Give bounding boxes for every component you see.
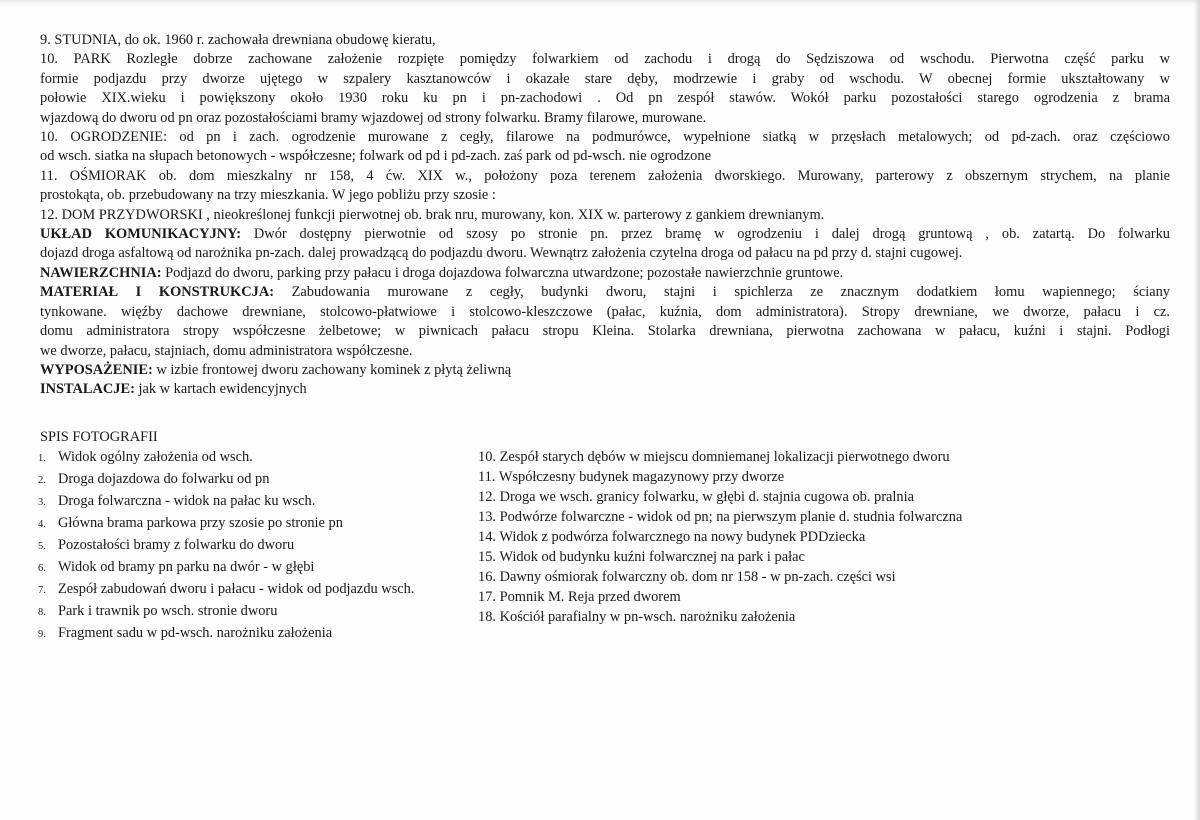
item-number: 16. xyxy=(478,569,496,585)
text-line: 10. PARK Rozległe dobrze zachowane założenie rozpięte pomiędzy folwarkiem od zachodu i drogą do Sędziszowa od wschodu. Pierwotna część parku w xyxy=(40,51,1170,68)
item-text: Widok z podwórza folwarcznego na nowy budynek PDDziecka xyxy=(499,529,866,545)
item-number: 2. xyxy=(38,475,46,486)
item-number: 10. xyxy=(478,449,496,465)
text-line: we dworze, pałacu, stajniach, domu administratora współczesne. xyxy=(40,342,413,359)
text-fragment: Podjazd do dworu, parking przy pałacu i droga dojazdowa folwarczna utwardzone; pozostałe nawierzchnie gruntowe. xyxy=(161,264,844,281)
item-text: Fragment sadu w pd-wsch. narożniku założenia xyxy=(58,625,333,641)
item-number: 13. xyxy=(478,509,496,525)
text-line xyxy=(40,264,1170,283)
document-body xyxy=(40,31,1170,400)
item-text: Droga dojazdowa do folwarku od pn xyxy=(58,471,270,487)
text-line: prostokąta, ob. przebudowany na trzy mieszkania. W jego pobliżu przy szosie : xyxy=(40,187,496,204)
item-number: 3. xyxy=(38,497,46,508)
item-number: 11. xyxy=(478,469,496,485)
section-ogrodzenie xyxy=(40,128,1170,167)
text-line: dojazd droga asfaltową od narożnika pn-zach. dalej prowadzącą do podjazdu dworu. Wewnątrz założenia czytelna droga od pałacu na pd przy d. stajni cugowej. xyxy=(40,245,963,262)
section-heading: NAWIERZCHNIA: xyxy=(40,264,162,281)
item-text: Pomnik M. Reja przed dworem xyxy=(499,589,681,605)
text-line: 9. STUDNIA, do ok. 1960 r. zachowała drewniana obudowę kieratu, xyxy=(40,32,436,48)
section-osmiorak xyxy=(40,167,1170,206)
item-text: Podwórze folwarczne - widok od pn; na pierwszym planie d. studnia folwarczna xyxy=(499,509,963,525)
list-item xyxy=(38,447,478,469)
text-line xyxy=(40,283,1170,302)
item-text: Współczesny budynek magazynowy przy dworze xyxy=(498,469,785,485)
section-park xyxy=(40,50,1170,128)
list-item xyxy=(478,507,1158,527)
list-item xyxy=(478,527,1158,547)
list-item xyxy=(38,579,478,601)
text-line: domu administratora stropy współczesne żelbetowe; w piwnicach pałacu stropu Kleina. Stolarka drewniana, pierwotna zachowana w pałacu, kuźni i stajni. Podłogi xyxy=(40,323,1170,340)
text-line: formie podjazdu przy dworze ujętego w szpalery kasztanowców i okazałe stare dęby, modrzewie i graby od wschodu. W obecnej formie ukształtowany w xyxy=(40,70,1170,87)
item-number: 5. xyxy=(38,541,46,552)
list-item xyxy=(478,567,1158,587)
item-number: 12. xyxy=(478,489,496,505)
item-number: 6. xyxy=(38,563,46,574)
item-text: Kościół parafialny w pn-wsch. narożniku założenia xyxy=(499,609,796,625)
section-uklad-komunikacyjny xyxy=(40,225,1170,264)
item-text: Zespół starych dębów w miejscu domniemanej lokalizacji pierwotnego dworu xyxy=(499,449,950,465)
scan-edge xyxy=(1194,0,1200,820)
list-item xyxy=(478,587,1158,607)
section-dom-przydworski xyxy=(40,206,1170,225)
text-line: 10. OGRODZENIE: od pn i zach. ogrodzenie murowane z cegły, filarowe na podmurówce, wypełnione siatką w przęsłach metalowych; od pd-zach. oraz częściowo xyxy=(40,129,1170,146)
list-item xyxy=(478,467,1158,487)
section-studnia xyxy=(40,31,1170,50)
list-item xyxy=(478,607,1158,627)
text-fragment: Dwór dostępny pierwotnie od szosy po stronie pn. przez bramę w ogrodzeniu i dalej drogą gruntową , ob. zatartą. Do folwarku xyxy=(241,226,1170,243)
list-item xyxy=(38,557,478,579)
section-nawierzchnia xyxy=(40,264,1170,283)
item-text: Park i trawnik po wsch. stronie dworu xyxy=(58,603,278,619)
text-line: od wsch. siatka na słupach betonowych - współczesne; folwark od pd i pd-zach. zaś park od pd-wsch. nie ogrodzone xyxy=(40,148,711,165)
photo-list-left xyxy=(38,447,478,645)
list-item xyxy=(38,513,478,535)
list-item xyxy=(38,535,478,557)
item-text: Zespół zabudowań dworu i pałacu - widok od podjazdu wsch. xyxy=(58,581,415,597)
list-item xyxy=(38,469,478,491)
list-item xyxy=(38,601,478,623)
text-line: tynkowane. więźby dachowe drewniane, stolcowo-płatwiowe i stolcowo-kleszczowe (pałac, kuźnia, dom administratora). Stropy drewniane, we dworze, pałacu i cz. xyxy=(40,303,1170,320)
list-item xyxy=(478,447,1158,467)
item-text: Widok ogólny założenia od wsch. xyxy=(58,449,253,465)
item-text: Widok od bramy pn parku na dwór - w głębi xyxy=(58,559,315,575)
section-material-konstrukcja xyxy=(40,283,1170,361)
item-number: 14. xyxy=(478,529,496,545)
section-heading: WYPOSAŻENIE: xyxy=(40,361,153,378)
item-text: Droga we wsch. granicy folwarku, w głębi d. stajnia cugowa ob. pralnia xyxy=(499,489,915,505)
photo-list-title: SPIS FOTOGRAFII xyxy=(40,429,158,445)
list-item xyxy=(478,487,1158,507)
text-fragment: w izbie frontowej dworu zachowany kominek z płytą żeliwną xyxy=(152,361,512,378)
item-text: Droga folwarczna - widok na pałac ku wsch. xyxy=(58,493,316,509)
item-text: Widok od budynku kuźni folwarcznej na park i pałac xyxy=(499,549,805,565)
item-text: Pozostałości bramy z folwarku do dworu xyxy=(58,537,295,553)
list-item xyxy=(38,623,478,645)
list-item xyxy=(38,491,478,513)
item-number: 8. xyxy=(38,607,46,618)
text-line xyxy=(40,225,1170,244)
photo-list-right xyxy=(478,447,1158,627)
scan-edge xyxy=(0,0,1200,4)
item-number: 9. xyxy=(38,629,46,640)
text-line: 11. OŚMIORAK ob. dom mieszkalny nr 158, 4 ćw. XIX w., położony poza terenem założenia dworskiego. Murowany, parterowy z obszernym strychem, na planie xyxy=(40,167,1170,184)
text-line: 12. DOM PRZYDWORSKI , nieokreślonej funkcji pierwotnej ob. brak nru, murowany, kon. XIX w. parterowy z gankiem drewnianym. xyxy=(40,206,825,223)
item-number: 18. xyxy=(478,609,496,625)
item-number: 17. xyxy=(478,589,496,605)
section-heading: UKŁAD KOMUNIKACYJNY: xyxy=(40,226,242,243)
section-heading: MATERIAŁ I KONSTRUKCJA: xyxy=(40,284,275,301)
list-item xyxy=(478,547,1158,567)
item-text: Główna brama parkowa przy szosie po stronie pn xyxy=(58,515,343,531)
text-fragment: jak w kartach ewidencyjnych xyxy=(134,381,307,398)
text-line: wjazdową do dworu od pn oraz pozostałościami bramy wjazdowej od strony folwarku. Bramy filarowe, murowane. xyxy=(40,109,707,126)
section-wyposazenie xyxy=(40,361,1170,380)
section-instalacje xyxy=(40,380,1170,399)
text-line xyxy=(40,380,1170,399)
text-fragment: Zabudowania murowane z cegły, budynki dworu, stajni i spichlerza ze znacznym dodatkiem łomu wapiennego; ściany xyxy=(274,284,1171,301)
item-number: 1. xyxy=(38,453,46,464)
item-number: 15. xyxy=(478,549,496,565)
text-line: połowie XIX.wieku i powiększony około 1930 roku ku pn i pn-zachodowi . Od pn zespół stawów. Wokół parku pozostałości starego ogrodzenia z brama xyxy=(40,90,1170,107)
item-number: 7. xyxy=(38,585,46,596)
text-line xyxy=(40,361,1170,380)
section-heading: INSTALACJE: xyxy=(40,381,135,398)
item-text: Dawny ośmiorak folwarczny ob. dom nr 158 - w pn-zach. części wsi xyxy=(499,569,896,585)
item-number: 4. xyxy=(38,519,46,530)
